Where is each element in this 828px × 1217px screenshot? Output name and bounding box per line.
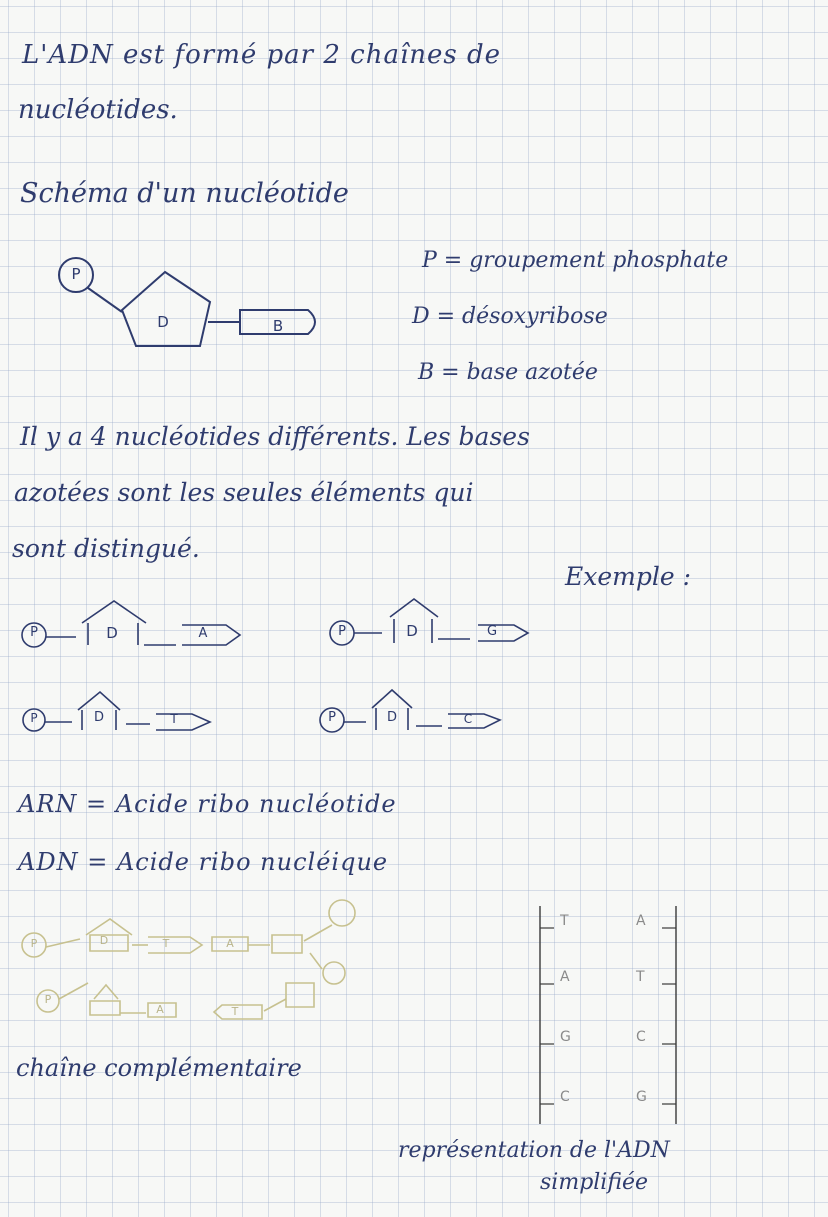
chain-d-1: D <box>99 934 109 947</box>
nucleotide-a-drawing <box>16 595 256 655</box>
chain-base-t: T <box>162 937 170 950</box>
right-base-2: T <box>636 969 645 985</box>
chain-caption: chaîne complémentaire <box>16 1054 302 1082</box>
nucleotide-t-drawing <box>16 680 236 740</box>
schema-title: Schéma d'un nucléotide <box>20 178 349 209</box>
right-base-1: A <box>636 913 646 929</box>
legend-d: D = désoxyribose <box>412 304 608 329</box>
left-base-1: T <box>560 913 569 929</box>
simplified-caption-1: représentation de l'ADN <box>398 1138 670 1163</box>
phosphate-label: P <box>71 265 81 283</box>
nucleotide-t-base: T <box>170 712 178 726</box>
nucleotide-c-p: P <box>328 710 336 725</box>
nucleotide-g-d: D <box>406 622 418 640</box>
chain-base-a: A <box>226 937 234 950</box>
left-base-2: A <box>560 969 570 985</box>
legend-b: B = base azotée <box>418 360 598 385</box>
simplified-dna-drawing <box>530 898 690 1128</box>
para-line-3: sont distingué. <box>12 534 200 563</box>
complementary-chain-drawing <box>14 895 374 1035</box>
para-line-1: Il y a 4 nucléotides différents. Les bases <box>20 422 530 451</box>
nucleotide-c-drawing <box>312 680 532 740</box>
left-base-4: C <box>560 1089 570 1105</box>
acronym-adn: ADN = Acide ribo nucléique <box>18 848 389 876</box>
nucleotide-a-d: D <box>106 624 118 642</box>
para-line-2: azotées sont les seules éléments qui <box>14 478 474 507</box>
nucleotide-t-p: P <box>30 711 38 725</box>
example-label: Exemple : <box>565 562 692 591</box>
nucleotide-t-d: D <box>93 710 104 725</box>
legend-p: P = groupement phosphate <box>422 248 729 273</box>
intro-line-1: L'ADN est formé par 2 chaînes de <box>22 40 502 70</box>
simplified-caption-2: simplifiée <box>540 1170 649 1195</box>
chain-p-2: P <box>44 993 52 1006</box>
nucleotide-c-d: D <box>386 710 397 725</box>
intro-line-2: nucléotides. <box>18 95 178 125</box>
left-base-3: G <box>560 1029 571 1045</box>
nucleotide-a-base: A <box>198 626 208 641</box>
nucleotide-g-drawing <box>322 595 552 655</box>
nucleotide-g-base: G <box>486 624 498 639</box>
nucleotide-a-p: P <box>30 625 38 640</box>
chain-base-a-2: A <box>156 1003 164 1016</box>
nucleotide-g-p: P <box>338 624 346 639</box>
deoxyribose-pentagon <box>122 272 210 346</box>
deoxyribose-label: D <box>157 313 169 331</box>
base-label: B <box>272 317 284 335</box>
right-base-3: C <box>636 1029 646 1045</box>
nucleotide-c-base: C <box>463 712 473 726</box>
acronym-arn: ARN = Acide ribo nucléotide <box>18 790 397 818</box>
chain-base-t-2: T <box>231 1005 239 1018</box>
right-base-4: G <box>636 1089 647 1105</box>
chain-p-1: P <box>30 937 38 950</box>
nucleotide-diagram <box>40 250 380 360</box>
